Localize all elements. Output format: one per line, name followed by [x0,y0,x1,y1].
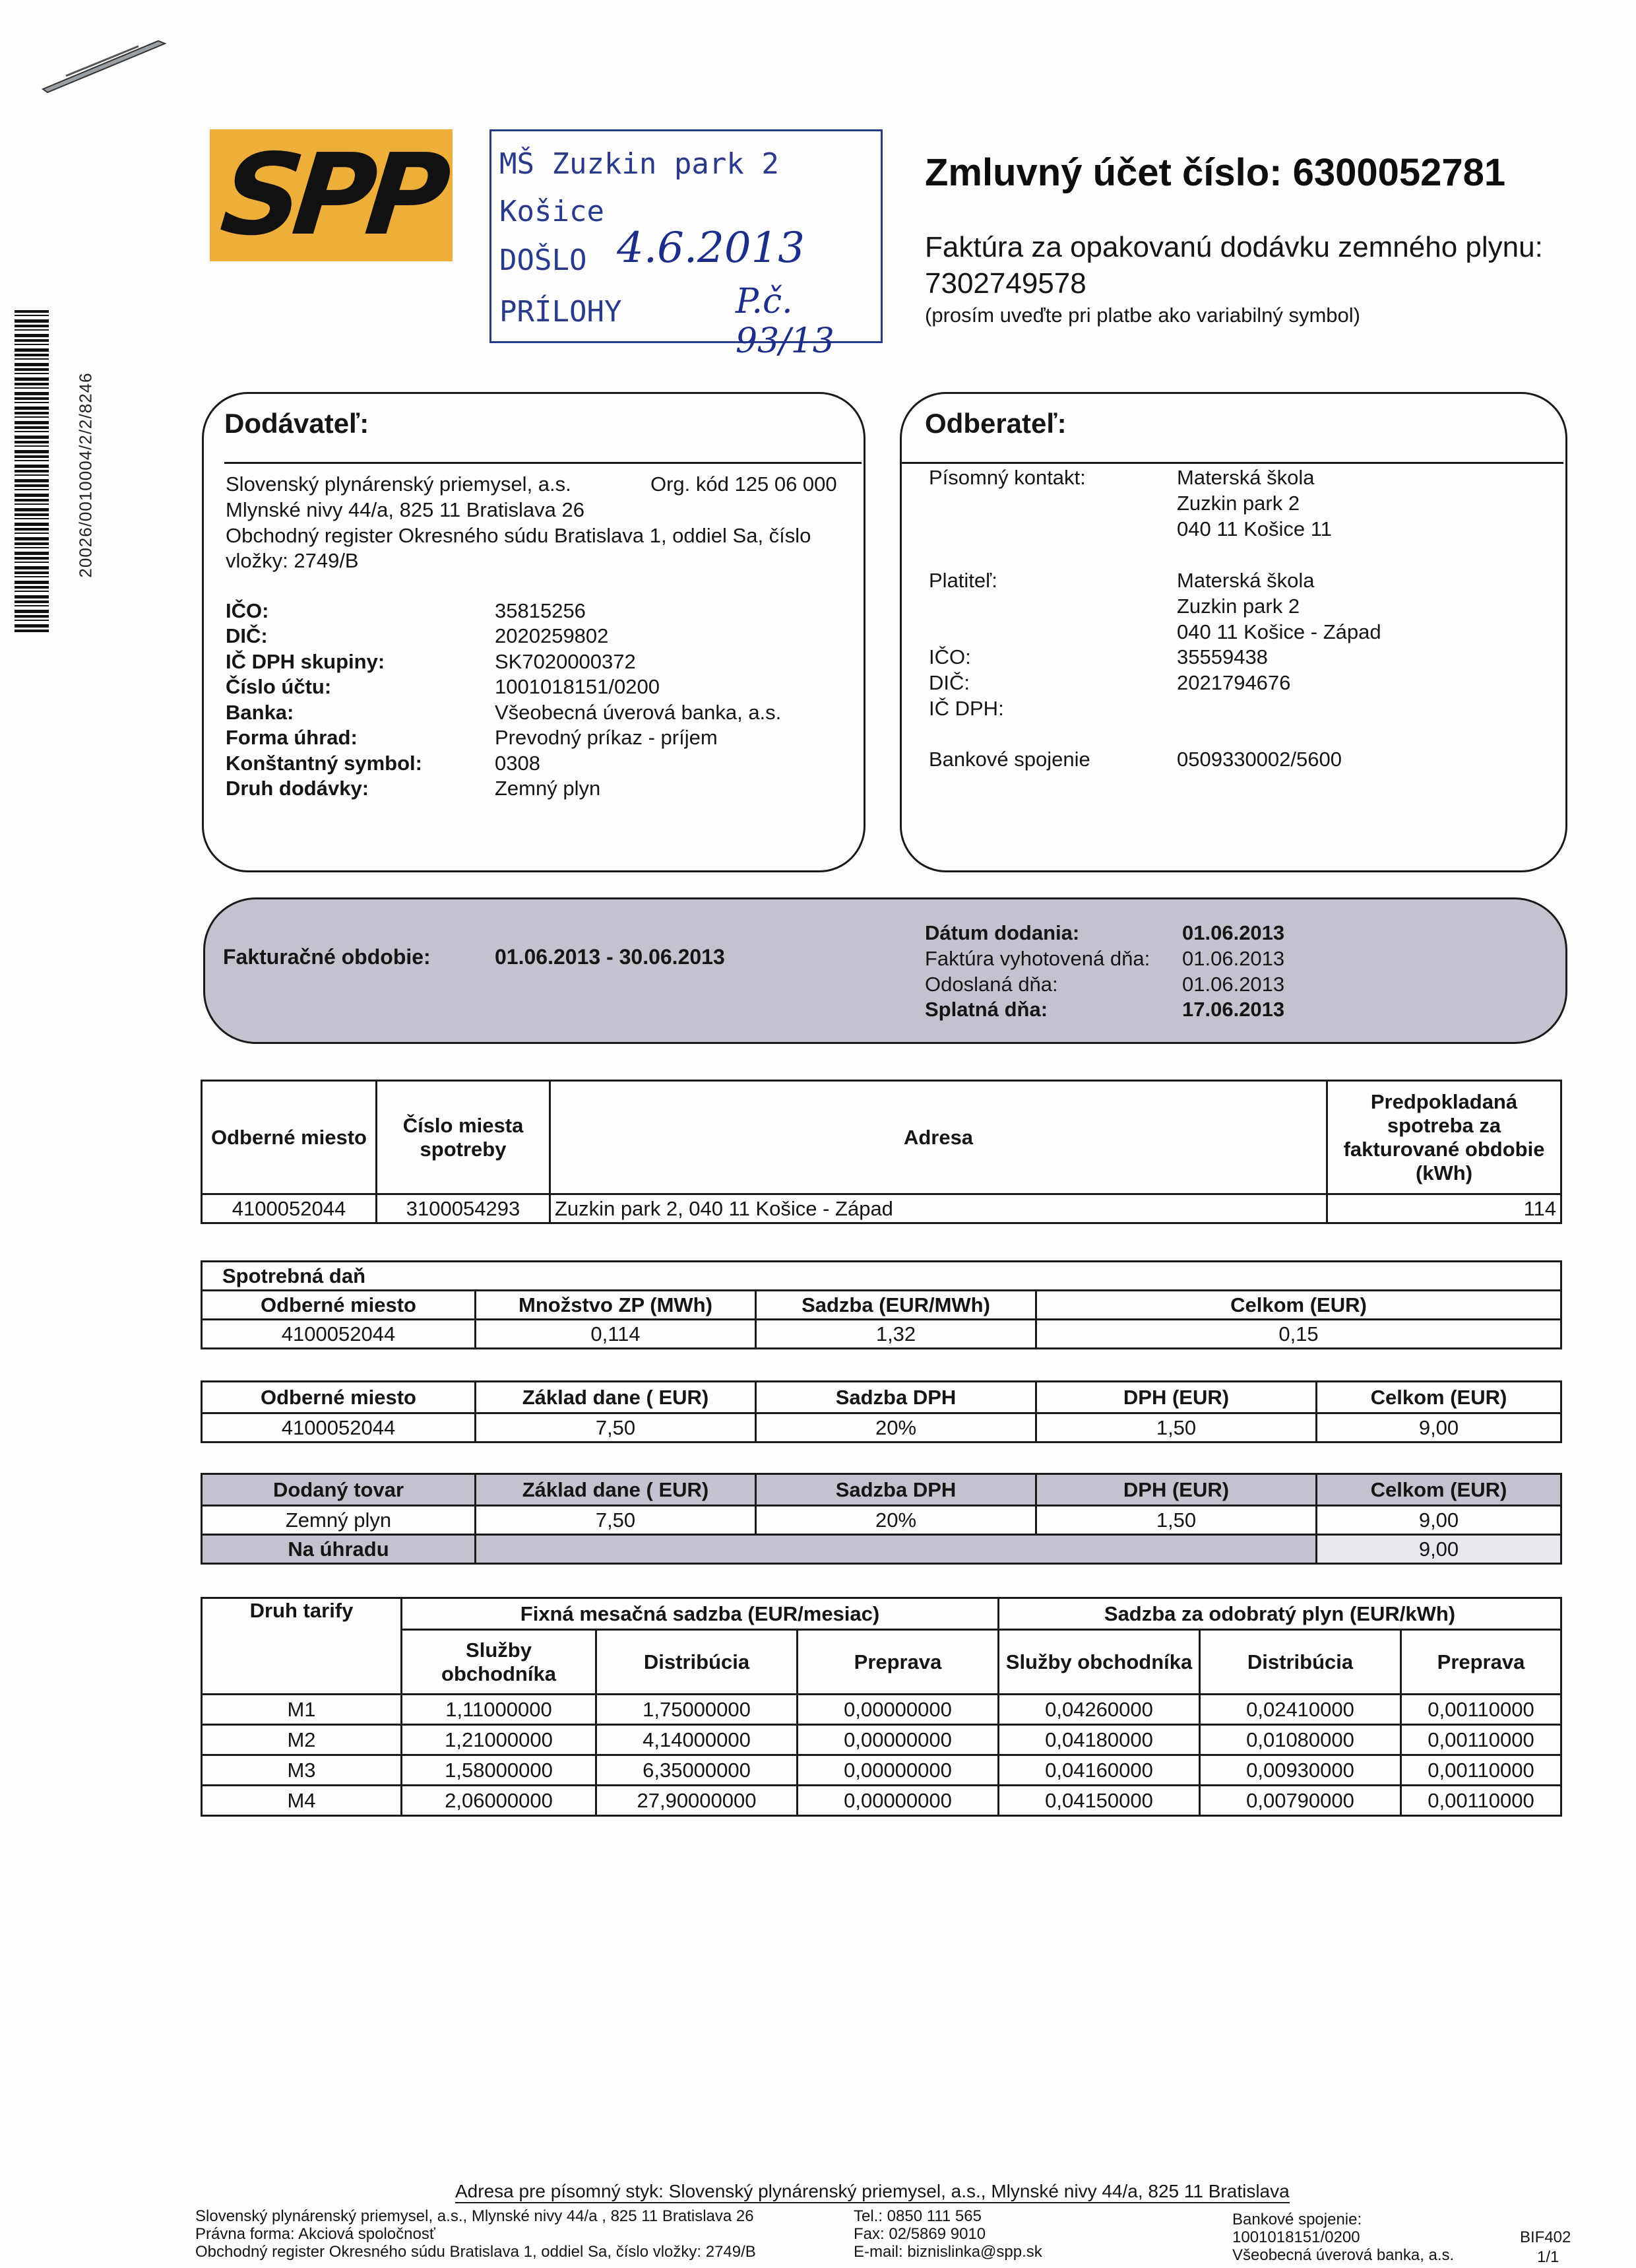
spp-logo: SPP [210,129,453,261]
supplier-name: Slovenský plynárenský priemysel, a.s. [226,472,571,496]
th: Dodaný tovar [202,1474,476,1506]
cell: 3100054293 [377,1194,550,1223]
th-address: Adresa [550,1081,1327,1194]
th: Základ dane ( EUR) [476,1382,756,1413]
footer-page-number: 1/1 [1537,2248,1559,2266]
contact-line: Zuzkin park 2 [1177,492,1300,515]
cell: Zemný plyn [202,1506,476,1535]
th: Celkom (EUR) [1317,1474,1561,1506]
sent-date: 01.06.2013 [1182,973,1285,996]
billing-period-label: Fakturačné obdobie: [223,945,431,969]
cell: 4100052044 [202,1194,377,1223]
amount-due-label: Na úhradu [202,1535,476,1564]
cell: 4,14000000 [596,1725,798,1755]
th: DPH (EUR) [1036,1474,1317,1506]
supplier-field-label: DIČ: [226,624,268,647]
supplier-register: Obchodný register Okresného súdu Bratislava 1, oddiel Sa, číslo [226,524,811,547]
footer-company: Slovenský plynárenský priemysel, a.s., Mlynské nivy 44/a , 825 11 Bratislava 26 [195,2207,754,2225]
stamp-line-1: MŠ Zuzkin park 2 [499,147,779,181]
payer-line: 040 11 Košice - Západ [1177,620,1381,643]
delivered-goods-table [201,1473,1562,1565]
cell: M4 [202,1786,402,1816]
footer-bank-label: Bankové spojenie: [1232,2211,1362,2228]
sent-date-label: Odoslaná dňa: [925,973,1058,996]
th: Sadzba DPH [756,1474,1036,1506]
payer-line: Zuzkin park 2 [1177,595,1300,618]
cell: 0,00000000 [798,1786,999,1816]
th-gas-rate: Sadzba za odobratý plyn (EUR/kWh) [999,1598,1561,1630]
footer-fax: Fax: 02/5869 9010 [854,2225,986,2243]
cell: 0,00110000 [1401,1725,1561,1755]
billing-period-value: 01.06.2013 - 30.06.2013 [495,945,725,969]
contract-account-title: Zmluvný účet číslo: 6300052781 [925,151,1506,194]
cell: 7,50 [476,1506,756,1535]
th: Distribúcia [596,1630,798,1695]
customer-bank: 0509330002/5600 [1177,748,1342,771]
th: Preprava [1401,1630,1561,1695]
contact-label: Písomný kontakt: [929,466,1086,489]
supplier-field-value: Prevodný príkaz - príjem [495,726,718,749]
cell: 7,50 [476,1413,756,1442]
tariff-row [202,1695,1561,1725]
stamp-line-2: Košice [499,195,604,228]
tariff-table [201,1597,1562,1817]
barcode-number: 20026/0010004/2/2/8246 [75,372,96,578]
cell: 0,04150000 [999,1786,1200,1816]
invoice-number: 7302749578 [925,267,1086,300]
supplier-org-code: Org. kód 125 06 000 [650,472,837,496]
stamp-pc: P.č. 93/13 [736,282,834,361]
amount-due-value: 9,00 [1317,1535,1561,1564]
cell: 6,35000000 [596,1755,798,1786]
supplier-field-value: 2020259802 [495,624,609,647]
cell: 4100052044 [202,1320,476,1349]
th: Celkom (EUR) [1036,1291,1561,1320]
cell: 1,32 [756,1320,1036,1349]
supplier-field-label: IČ DPH skupiny: [226,650,385,673]
th: Odberné miesto [202,1382,476,1413]
payer-line: Materská škola [1177,569,1315,592]
th: Celkom (EUR) [1317,1382,1561,1413]
footer-legal-form: Právna forma: Akciová spoločnosť [195,2225,435,2243]
excise-title: Spotrebná daň [202,1262,1561,1291]
due-date: 17.06.2013 [1182,998,1285,1021]
cell: 1,58000000 [402,1755,596,1786]
th: DPH (EUR) [1036,1382,1317,1413]
cell: 0,00110000 [1401,1786,1561,1816]
supplier-field-label: Forma úhrad: [226,726,358,749]
supplier-field-label: Banka: [226,701,294,724]
supplier-field-value: 1001018151/0200 [495,675,660,698]
th-fixed-rate: Fixná mesačná sadzba (EUR/mesiac) [402,1598,999,1630]
vat-table [201,1380,1562,1443]
cell: 2,06000000 [402,1786,596,1816]
customer-heading: Odberateľ: [925,408,1067,439]
barcode [15,310,49,633]
stamp-line-3: DOŠLO [499,243,587,277]
footer-phone: Tel.: 0850 111 565 [854,2207,982,2225]
footer-register: Obchodný register Okresného súdu Bratislava 1, oddiel Sa, číslo vložky: 2749/B [195,2243,756,2261]
th: Základ dane ( EUR) [476,1474,756,1506]
cell: 0,00000000 [798,1725,999,1755]
cell: 1,75000000 [596,1695,798,1725]
issue-date: 01.06.2013 [1182,947,1285,970]
cell: 0,01080000 [1200,1725,1401,1755]
footer-email: E-mail: biznislinka@spp.sk [854,2243,1042,2261]
invoice-subtitle: Faktúra za opakovanú dodávku zemného plynu: [925,231,1543,263]
th-site: Odberné miesto [202,1081,377,1194]
th: Preprava [798,1630,999,1695]
th-tariff-type: Druh tarify [202,1598,402,1695]
th-estimate: Predpokladaná spotreba za fakturované obdobie (kWh) [1327,1081,1561,1194]
cell: 0,00000000 [798,1755,999,1786]
footer-form-code: BIF402 [1520,2228,1571,2246]
cell: 27,90000000 [596,1786,798,1816]
contact-line: 040 11 Košice 11 [1177,517,1332,540]
tariff-row [202,1786,1561,1816]
cell: M1 [202,1695,402,1725]
customer-dic: 2021794676 [1177,671,1291,694]
th: Distribúcia [1200,1630,1401,1695]
received-stamp [489,129,883,361]
supplier-field-value: 35815256 [495,599,586,622]
customer-bank-label: Bankové spojenie [929,748,1090,771]
supplier-address: Mlynské nivy 44/a, 825 11 Bratislava 26 [226,498,584,521]
cell: 4100052044 [202,1413,476,1442]
payer-label: Platiteľ: [929,569,997,592]
issue-date-label: Faktúra vyhotovená dňa: [925,947,1150,970]
footer-bank-account: 1001018151/0200 [1232,2228,1360,2246]
footer-correspondence-address: Adresa pre písomný styk: Slovenský plynárenský priemysel, a.s., Mlynské nivy 44/a, 825 11 Bratislava [455,2181,1290,2203]
customer-ico-label: IČO: [929,645,971,668]
cell: 0,02410000 [1200,1695,1401,1725]
cell: M3 [202,1755,402,1786]
excise-tax-table [201,1260,1562,1349]
th-site-number: Číslo miesta spotreby [377,1081,550,1194]
due-date-label: Splatná dňa: [925,998,1048,1021]
delivery-date-label: Dátum dodania: [925,921,1080,944]
tariff-row [202,1725,1561,1755]
delivery-date: 01.06.2013 [1182,921,1285,944]
tariff-row [202,1755,1561,1786]
supplier-field-label: Číslo účtu: [226,675,332,698]
footer-bank-name: Všeobecná úverová banka, a.s. [1232,2246,1455,2264]
cell: 1,11000000 [402,1695,596,1725]
cell: Zuzkin park 2, 040 11 Košice - Západ [550,1194,1327,1223]
customer-icdph-label: IČ DPH: [929,697,1004,720]
cell: 9,00 [1317,1413,1561,1442]
contact-line: Materská škola [1177,466,1315,489]
supplier-field-label: IČO: [226,599,269,622]
cell: 0,00110000 [1401,1755,1561,1786]
th: Sadzba DPH [756,1382,1036,1413]
cell: 1,21000000 [402,1725,596,1755]
supplier-heading: Dodávateľ: [224,408,369,439]
cell: 0,00790000 [1200,1786,1401,1816]
cell: M2 [202,1725,402,1755]
cell: 20% [756,1413,1036,1442]
th: Služby obchodníka [999,1630,1200,1695]
customer-dic-label: DIČ: [929,671,970,694]
th: Sadzba (EUR/MWh) [756,1291,1036,1320]
supplier-field-value: 0308 [495,752,540,775]
supplier-field-label: Druh dodávky: [226,777,369,800]
invoice-note: (prosím uveďte pri platbe ako variabilný symbol) [925,304,1360,327]
supplier-field-value: Všeobecná úverová banka, a.s. [495,701,782,724]
supplier-field-value: Zemný plyn [495,777,601,800]
cell: 0,114 [476,1320,756,1349]
cell: 0,04260000 [999,1695,1200,1725]
th: Množstvo ZP (MWh) [476,1291,756,1320]
cell: 9,00 [1317,1506,1561,1535]
customer-ico: 35559438 [1177,645,1268,668]
cell: 0,04180000 [999,1725,1200,1755]
cell: 20% [756,1506,1036,1535]
consumption-site-table [201,1080,1562,1224]
supplier-field-value: SK7020000372 [495,650,636,673]
cell: 114 [1327,1194,1561,1223]
cell: 0,04160000 [999,1755,1200,1786]
cell: 0,00000000 [798,1695,999,1725]
cell: 1,50 [1036,1506,1317,1535]
th: Odberné miesto [202,1291,476,1320]
stamp-line-4: PRÍLOHY [499,295,622,329]
th: Služby obchodníka [402,1630,596,1695]
cell: 1,50 [1036,1413,1317,1442]
stamp-handwritten-date: 4.6.2013 [617,224,805,273]
cell: 0,15 [1036,1320,1561,1349]
supplier-field-label: Konštantný symbol: [226,752,422,775]
supplier-register-2: vložky: 2749/B [226,549,359,572]
pen-illustration [40,26,172,99]
billing-period-box [203,897,1567,1044]
cell: 0,00930000 [1200,1755,1401,1786]
cell: 0,00110000 [1401,1695,1561,1725]
